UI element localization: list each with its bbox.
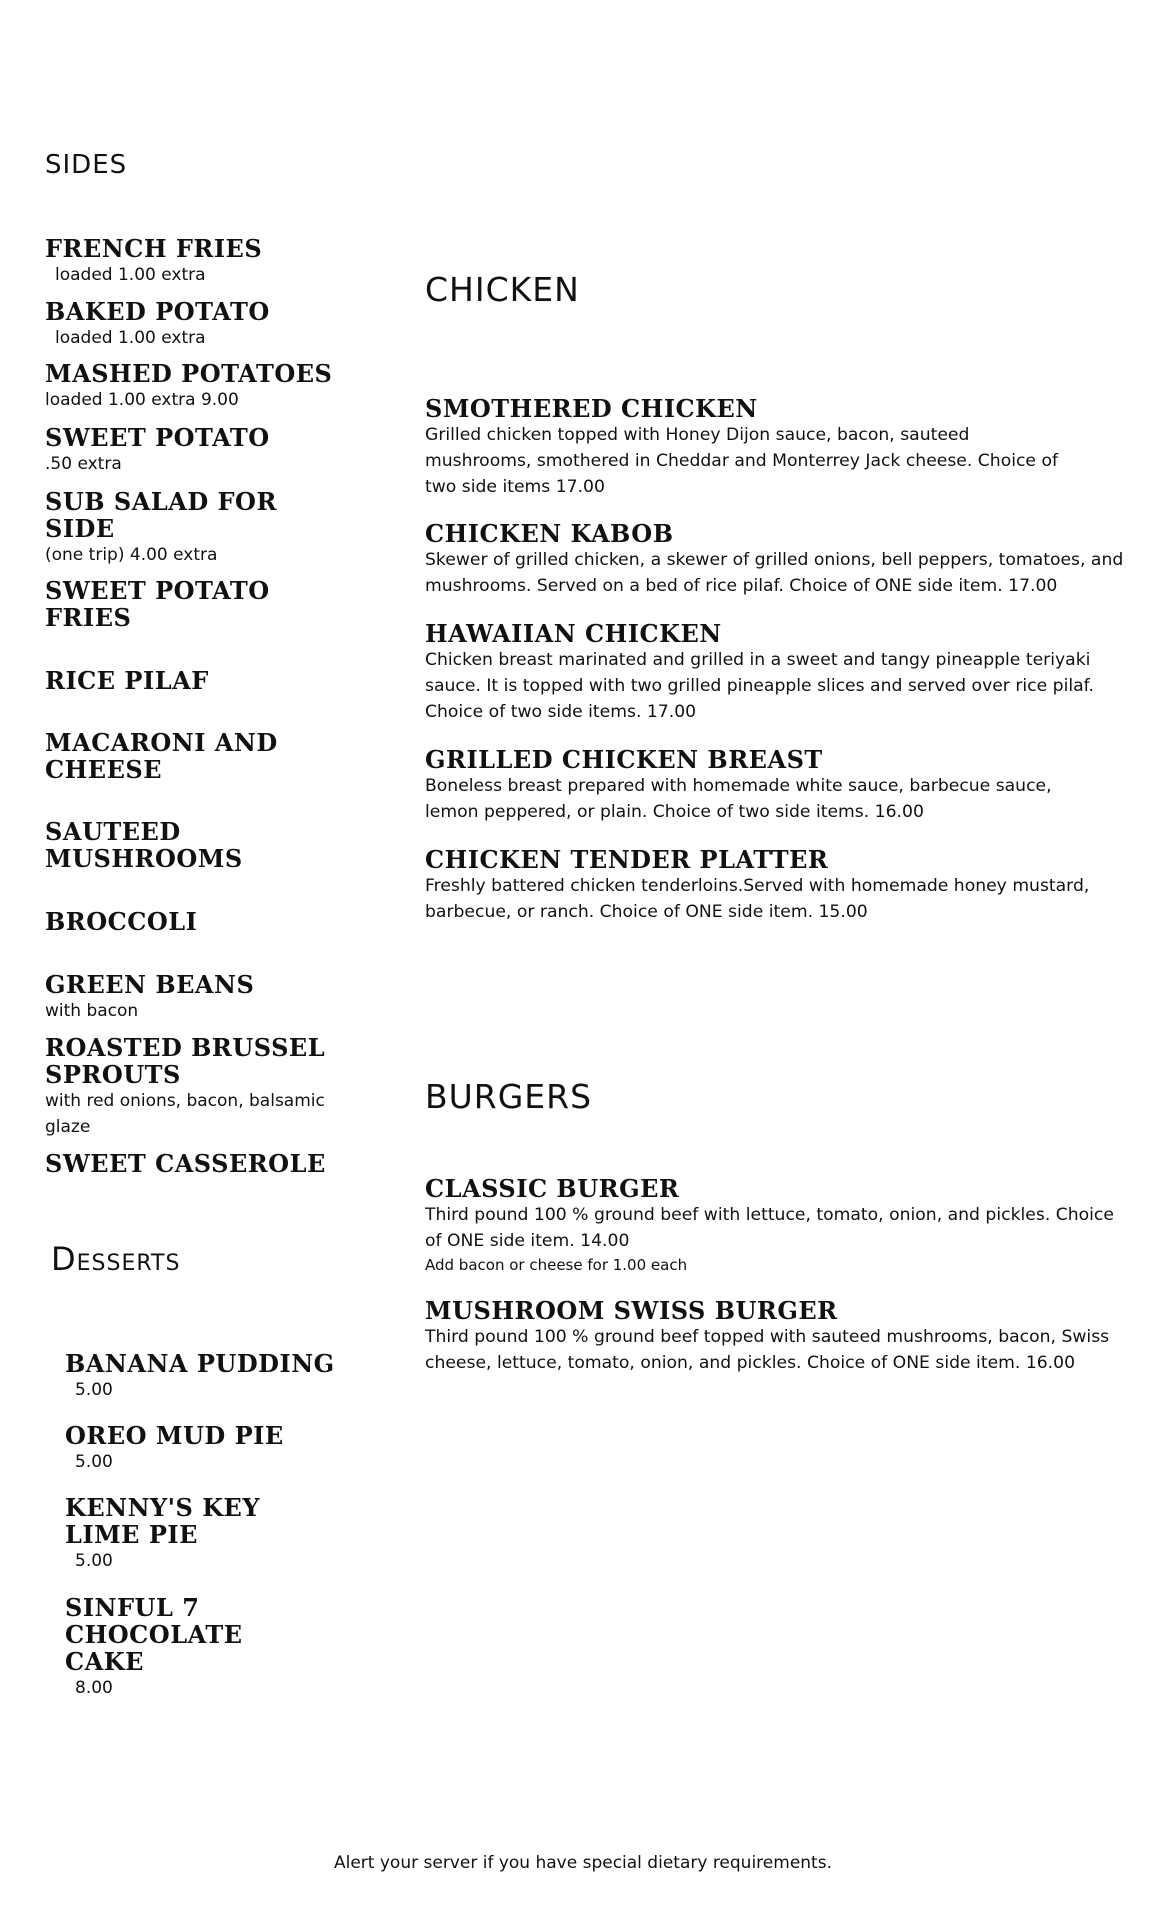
burger-item-classic xyxy=(425,1175,1130,1276)
dietary-footer-note: Alert your server if you have special dietary requirements. xyxy=(334,1853,832,1873)
item-name: SWEET POTATO xyxy=(45,423,270,452)
side-item-baked-potato xyxy=(45,298,345,351)
side-item-sweet-potato-fries xyxy=(45,577,310,631)
item-description: Third pound 100 % ground beef with lettuce, tomato, onion, and pickles. Choice of ONE side item. 14.00 xyxy=(425,1205,1114,1251)
item-name: SAUTEED MUSHROOMS xyxy=(45,817,243,873)
side-item-rice-pilaf xyxy=(45,667,310,694)
item-note: loaded 1.00 extra xyxy=(55,265,206,285)
item-description: Boneless breast prepared with homemade white sauce, barbecue sauce, lemon peppered, or plain. Choice of two side items. 16.00 xyxy=(425,776,1052,822)
dessert-item-oreo-mud-pie xyxy=(65,1422,355,1475)
dessert-item-chocolate-cake xyxy=(65,1594,330,1701)
sides-title: SIDES xyxy=(45,150,128,180)
side-item-sweet-casserole xyxy=(45,1150,365,1177)
chicken-item-grilled-breast xyxy=(425,746,1130,825)
item-name: MACARONI AND CHEESE xyxy=(45,728,278,784)
item-name: SMOTHERED CHICKEN xyxy=(425,394,758,423)
item-price: 5.00 xyxy=(75,1380,113,1400)
item-name: BANANA PUDDING xyxy=(65,1349,335,1378)
item-description: Freshly battered chicken tenderloins.Served with homemade honey mustard, barbecue, or ranch. Choice of ONE side item. 15.00 xyxy=(425,876,1090,922)
item-name: CHICKEN TENDER PLATTER xyxy=(425,845,829,874)
side-item-mashed-potatoes xyxy=(45,360,355,413)
item-note: with red onions, bacon, balsamic glaze xyxy=(45,1091,325,1137)
item-name: SWEET POTATO FRIES xyxy=(45,576,270,632)
side-item-green-beans xyxy=(45,971,345,1024)
item-note: loaded 1.00 extra xyxy=(55,328,206,348)
dessert-item-banana-pudding xyxy=(65,1350,355,1403)
item-name: RICE PILAF xyxy=(45,666,209,695)
item-description: Chicken breast marinated and grilled in a sweet and tangy pineapple teriyaki sauce. It is topped with two grilled pineapple slices and served over rice pilaf. Choice of two side items. 17.00 xyxy=(425,650,1094,722)
dessert-item-key-lime-pie xyxy=(65,1494,330,1574)
item-name: GRILLED CHICKEN BREAST xyxy=(425,745,823,774)
side-item-macaroni xyxy=(45,729,310,783)
item-description: Skewer of grilled chicken, a skewer of grilled onions, bell peppers, tomatoes, and mushrooms. Served on a bed of rice pilaf. Choice of ONE side item. 17.00 xyxy=(425,550,1124,596)
item-name: SWEET CASSEROLE xyxy=(45,1149,326,1178)
item-price: 8.00 xyxy=(75,1678,113,1698)
item-extra-note: Add bacon or cheese for 1.00 each xyxy=(425,1256,688,1274)
item-name: SUB SALAD FOR SIDE xyxy=(45,487,277,543)
side-item-french-fries xyxy=(45,235,345,288)
side-item-sub-salad xyxy=(45,488,310,568)
chicken-item-kabob xyxy=(425,520,1130,599)
side-item-sweet-potato xyxy=(45,424,345,477)
item-price: 5.00 xyxy=(75,1452,113,1472)
item-name: HAWAIIAN CHICKEN xyxy=(425,619,722,648)
item-note: .50 extra xyxy=(45,454,122,474)
chicken-item-hawaiian xyxy=(425,620,1130,725)
chicken-item-smothered xyxy=(425,395,1130,500)
side-item-broccoli xyxy=(45,908,310,935)
item-name: ROASTED BRUSSEL SPROUTS xyxy=(45,1033,326,1089)
item-description: Third pound 100 % ground beef topped with sauteed mushrooms, bacon, Swiss cheese, lettuce, tomato, onion, and pickles. Choice of ONE side item. 16.00 xyxy=(425,1327,1110,1373)
item-name: CHICKEN KABOB xyxy=(425,519,674,548)
item-note: loaded 1.00 extra 9.00 xyxy=(45,390,239,410)
item-name: CLASSIC BURGER xyxy=(425,1174,680,1203)
side-item-sauteed-mushrooms xyxy=(45,818,310,872)
chicken-title: CHICKEN xyxy=(425,270,580,309)
burgers-title: BURGERS xyxy=(425,1077,593,1116)
item-name: SINFUL 7 CHOCOLATE CAKE xyxy=(65,1593,243,1676)
item-name: BAKED POTATO xyxy=(45,297,270,326)
item-name: GREEN BEANS xyxy=(45,970,255,999)
item-note: with bacon xyxy=(45,1001,139,1021)
item-name: MUSHROOM SWISS BURGER xyxy=(425,1296,838,1325)
item-description: Grilled chicken topped with Honey Dijon sauce, bacon, sauteed mushrooms, smothered in Cheddar and Monterrey Jack cheese. Choice of two side items 17.00 xyxy=(425,425,1059,497)
item-price: 5.00 xyxy=(75,1551,113,1571)
item-name: MASHED POTATOES xyxy=(45,359,333,388)
item-note: (one trip) 4.00 extra xyxy=(45,545,218,565)
desserts-title: Desserts xyxy=(51,1240,181,1278)
side-item-brussel-sprouts xyxy=(45,1034,345,1140)
burger-item-mushroom-swiss xyxy=(425,1297,1130,1376)
item-name: BROCCOLI xyxy=(45,907,198,936)
chicken-item-tender-platter xyxy=(425,846,1130,925)
item-name: OREO MUD PIE xyxy=(65,1421,284,1450)
item-name: FRENCH FRIES xyxy=(45,234,263,263)
item-name: KENNY'S KEY LIME PIE xyxy=(65,1493,260,1549)
